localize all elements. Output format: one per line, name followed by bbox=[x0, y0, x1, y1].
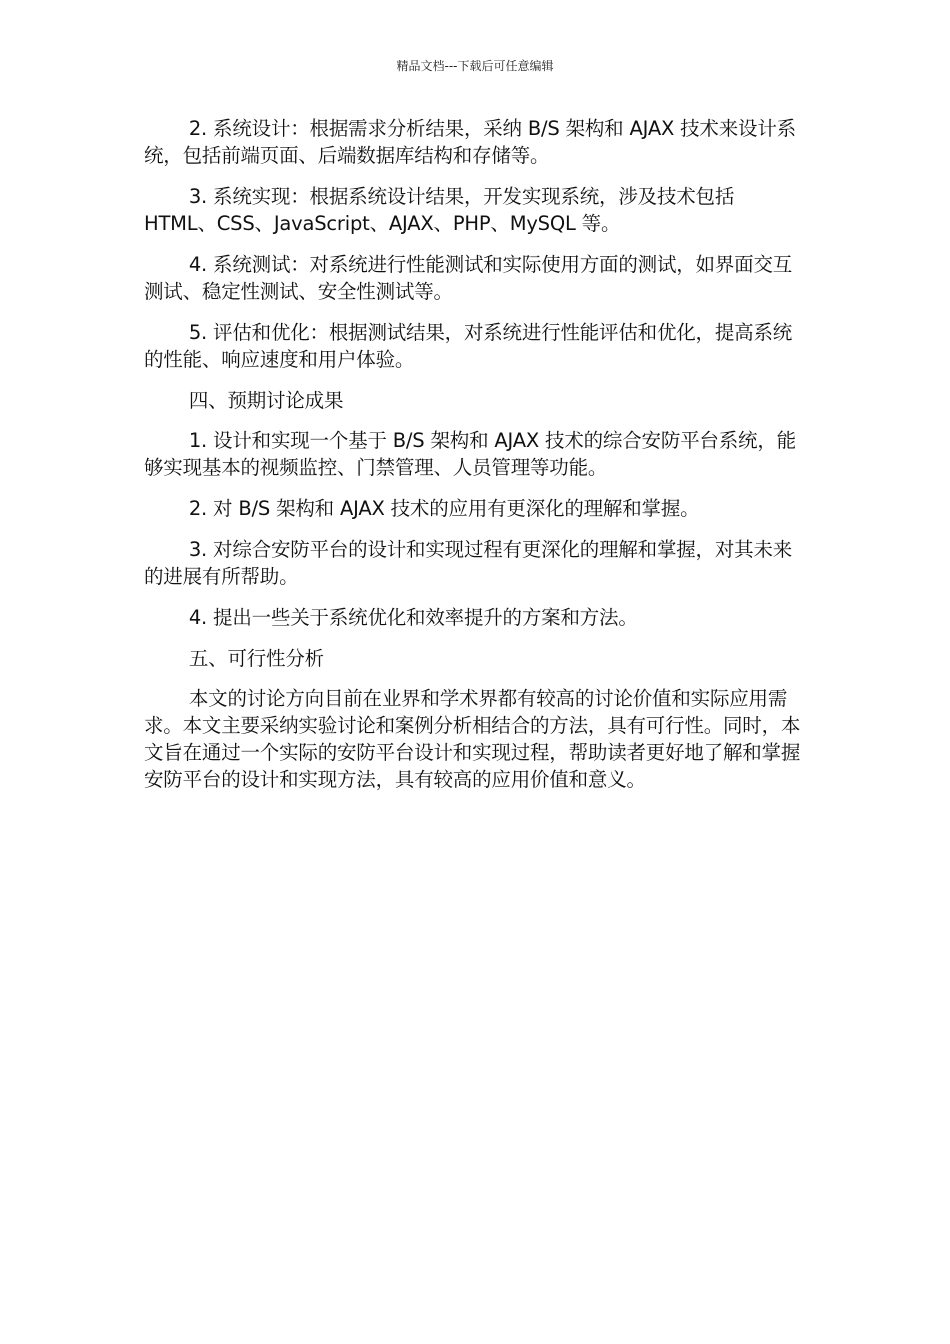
document-body bbox=[144, 115, 804, 807]
paragraph-feasibility: 本文的讨论方向目前在业界和学术界都有较高的讨论价值和实际应用需求。本文主要采纳实验讨论和案例分析相结合的方法，具有可行性。同时，本文旨在通过一个实际的安防平台设计和实现过程，帮助读者更好地了解和掌握安防平台的设计和实现方法，具有较高的应用价值和意义。 bbox=[144, 687, 801, 791]
paragraph-system-implementation: 3. 系统实现：根据系统设计结果，开发实现系统，涉及技术包括 HTML、CSS、JavaScript、AJAX、PHP、MySQL 等。 bbox=[144, 185, 735, 235]
paragraph-system-testing: 4. 系统测试：对系统进行性能测试和实际使用方面的测试，如界面交互测试、稳定性测试、安全性测试等。 bbox=[144, 253, 793, 303]
paragraph-result-2: 2. 对 B/S 架构和 AJAX 技术的应用有更深化的理解和掌握。 bbox=[188, 497, 700, 520]
paragraph-evaluation-optimization: 5. 评估和优化：根据测试结果，对系统进行性能评估和优化，提高系统的性能、响应速度和用户体验。 bbox=[144, 321, 793, 371]
page-header-note: 精品文档---下载后可任意编辑 bbox=[396, 59, 554, 73]
paragraph-result-1: 1. 设计和实现一个基于 B/S 架构和 AJAX 技术的综合安防平台系统，能够实现基本的视频监控、门禁管理、人员管理等功能。 bbox=[144, 429, 796, 479]
paragraph-system-design: 2. 系统设计：根据需求分析结果，采纳 B/S 架构和 AJAX 技术来设计系统，包括前端页面、后端数据库结构和存储等。 bbox=[144, 117, 796, 167]
paragraph-result-3: 3. 对综合安防平台的设计和实现过程有更深化的理解和掌握，对其未来的进展有所帮助。 bbox=[144, 538, 793, 588]
section-heading-expected-results: 四、预期讨论成果 bbox=[188, 389, 344, 412]
section-heading-feasibility: 五、可行性分析 bbox=[188, 647, 324, 670]
paragraph-result-4: 4. 提出一些关于系统优化和效率提升的方案和方法。 bbox=[188, 606, 638, 629]
